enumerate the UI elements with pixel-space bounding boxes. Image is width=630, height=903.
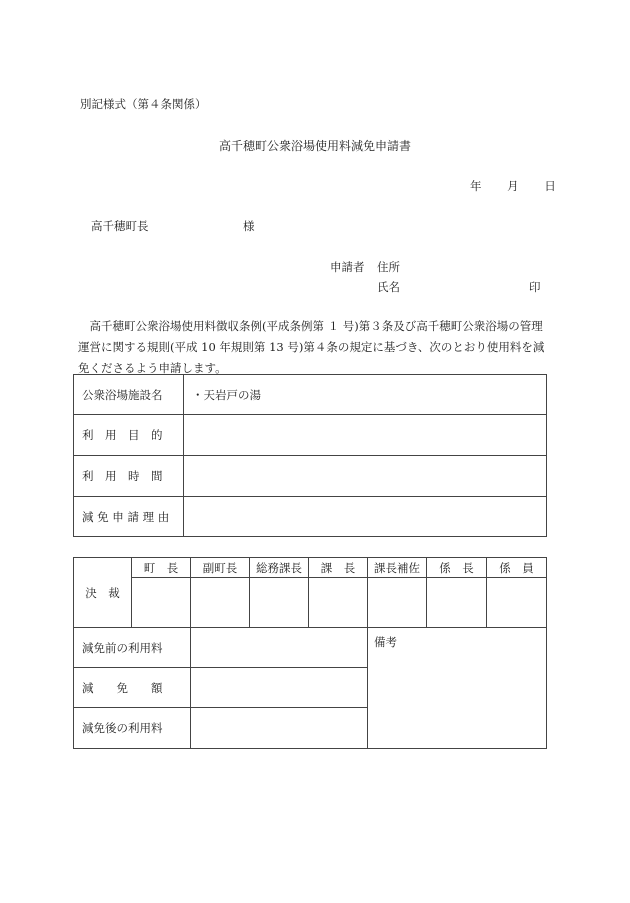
- date-day: 日: [544, 179, 556, 193]
- column-header: 課 長: [309, 558, 368, 578]
- column-header: 係 長: [427, 558, 487, 578]
- purpose-label: 利 用 目 的: [74, 415, 184, 456]
- remarks-label: 備考: [374, 635, 397, 649]
- fee-before-label: 減免前の利用料: [74, 628, 191, 668]
- date-month: 月: [507, 179, 519, 193]
- facility-name-label: 公衆浴場施設名: [74, 375, 184, 415]
- body-text-line: 免くださるよう申請します。: [78, 361, 227, 375]
- kessai-label: 決 裁: [74, 558, 132, 628]
- purpose-value[interactable]: [184, 415, 547, 456]
- seal-box[interactable]: [368, 578, 427, 628]
- date-line: [470, 178, 556, 194]
- applicant-label: 申請者: [330, 260, 365, 274]
- fee-after-label: 減免後の利用料: [74, 708, 191, 749]
- reduction-amount-value[interactable]: [191, 668, 368, 708]
- reduction-reason-label: 減 免 申 請 理 由: [74, 497, 184, 537]
- body-text-line: 運営に関する規則(平成 10 年規則第 13 号)第４条の規定に基づき、次のとおり使用料を減: [78, 340, 545, 354]
- usage-time-value[interactable]: [184, 456, 547, 497]
- body-text-line: 高千穂町公衆浴場使用料徴収条例(平成条例第 １ 号)第３条及び高千穂町公衆浴場の管理: [78, 319, 543, 333]
- usage-time-label: 利 用 時 間: [74, 456, 184, 497]
- approval-table: [73, 557, 547, 749]
- column-header: 町 長: [132, 558, 191, 578]
- column-header: 副町長: [191, 558, 250, 578]
- header-note: 別記様式（第４条関係）: [80, 97, 207, 111]
- column-header: 係 員: [487, 558, 547, 578]
- column-header: 総務課長: [250, 558, 309, 578]
- column-header: 課長補佐: [368, 558, 427, 578]
- seal-box[interactable]: [309, 578, 368, 628]
- date-year: 年: [470, 179, 482, 193]
- seal-box[interactable]: [132, 578, 191, 628]
- seal-box[interactable]: [427, 578, 487, 628]
- seal-box[interactable]: [250, 578, 309, 628]
- remarks-cell[interactable]: [368, 628, 547, 749]
- facility-name-value: ・天岩戸の湯: [184, 375, 547, 415]
- facility-form-table: [73, 374, 547, 537]
- fee-after-value[interactable]: [191, 708, 368, 749]
- seal-box[interactable]: [487, 578, 547, 628]
- reduction-amount-label: 減 免 額: [74, 668, 191, 708]
- applicant-address-label: 住所: [377, 260, 400, 274]
- document-title: 高千穂町公衆浴場使用料減免申請書: [218, 139, 411, 153]
- body-text: [78, 316, 544, 379]
- addressee-name: 高千穂町長: [91, 219, 149, 233]
- fee-before-value[interactable]: [191, 628, 368, 668]
- applicant-name-label: 氏名: [377, 280, 400, 294]
- applicant-seal: 印: [529, 280, 541, 294]
- addressee-honorific: 様: [243, 219, 255, 233]
- seal-box[interactable]: [191, 578, 250, 628]
- reduction-reason-value[interactable]: [184, 497, 547, 537]
